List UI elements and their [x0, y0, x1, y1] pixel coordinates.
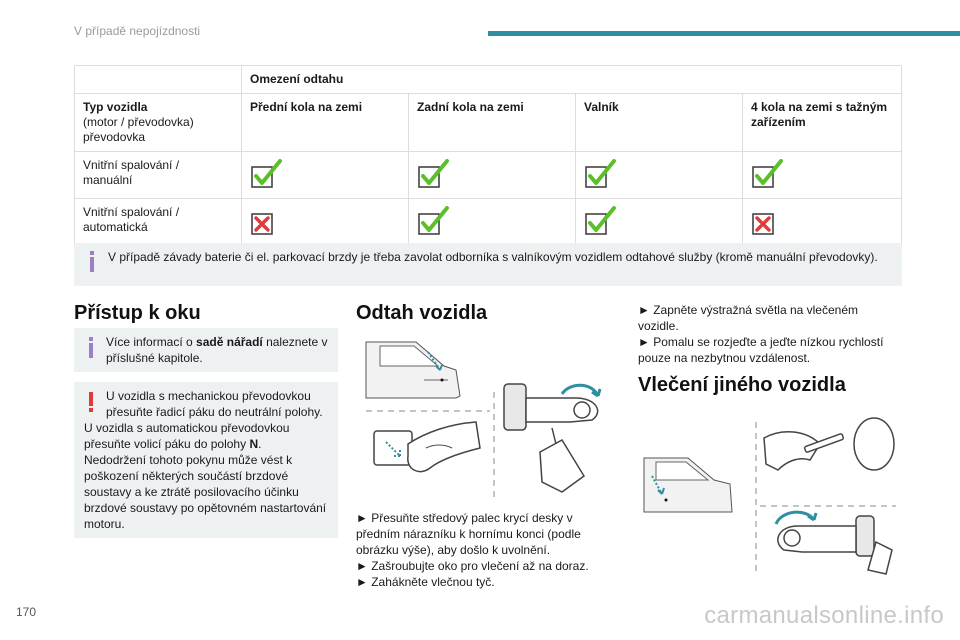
mark-cell: [576, 152, 743, 199]
row-label-line1: Vnitřní spalování /: [83, 205, 180, 219]
section-title-towing: Odtah vozidla: [356, 302, 488, 324]
towing-steps-middle: [356, 510, 611, 590]
table-row: [75, 152, 902, 199]
info-icon: [89, 343, 93, 358]
check-icon: [584, 206, 620, 238]
check-icon: [751, 159, 787, 191]
table-group-header: Omezení odtahu: [242, 66, 902, 94]
gear-warning-text: [84, 388, 334, 532]
info-icon: [90, 257, 94, 272]
warning-line-manual: U vozidla s mechanickou převodovkou přesuňte řadicí páku do neutrální polohy.: [106, 389, 323, 419]
site-watermark: carmanualsonline.info: [704, 602, 944, 629]
towing-limits-table: [74, 65, 902, 246]
page-number: 170: [16, 605, 37, 619]
column-header-front-wheels: Přední kola na zemi: [242, 94, 409, 152]
warning-line-consequence: Nedodržení tohoto pokynu může vést k poškození některých součástí brzdové soustavy a ke ztrátě posilovacího účinku brzdové soustavy po opětovném nastartování motoru.: [84, 453, 327, 531]
step-hazard-lights: ► Zapněte výstražná světla na vlečeném vozidle.: [638, 303, 858, 333]
tools-info-box: [74, 328, 338, 372]
step-release-cover: ► Přesuňte středový palec krycí desky v předním nárazníku k hornímu konci (podle obrázku výše), aby došlo k uvolnění.: [356, 511, 581, 557]
check-icon: [417, 206, 453, 238]
header-accent-bar: [488, 31, 960, 36]
cross-icon: [751, 206, 787, 238]
row-label-manual: [75, 152, 242, 199]
battery-info-text: V případě závady baterie či el. parkovací brzdy je třeba zavolat odborníka s valníkovým vozidlem odtahové služby (kromě manuální převodovky).: [108, 250, 878, 264]
section-title-towing-other: Vlečení jiného vozidla: [638, 374, 846, 396]
column-header-four-wheels: 4 kola na zemi s tažným zařízením: [743, 94, 902, 152]
table-row: [75, 199, 902, 246]
cross-icon: [250, 206, 286, 238]
row-label-line2: manuální: [83, 173, 133, 187]
mark-cell: [743, 199, 902, 246]
column-header-rear-wheels: Zadní kola na zemi: [409, 94, 576, 152]
row-header-line3: převodovka: [83, 130, 146, 144]
mark-cell: [743, 152, 902, 199]
check-icon: [584, 159, 620, 191]
towing-eye-illustration: [356, 336, 616, 504]
gear-warning-box: [74, 382, 338, 538]
row-header-title: Typ vozidla: [83, 100, 148, 114]
step-drive-slowly: ► Pomalu se rozjeďte a jeďte nízkou rychlostí pouze na nezbytnou vzdálenost.: [638, 335, 884, 365]
row-label-line2: automatická: [83, 220, 148, 234]
section-title-access: Přístup k oku: [74, 302, 201, 324]
battery-info-box: [74, 243, 902, 286]
mark-cell: [242, 152, 409, 199]
towing-steps-right: [638, 302, 900, 366]
row-label-automatic: [75, 199, 242, 246]
chapter-header: V případě nepojízdnosti: [74, 24, 201, 38]
tools-info-text: Více informací o sadě nářadí naleznete v příslušné kapitole.: [106, 335, 328, 365]
rear-towing-eye-illustration: [638, 414, 900, 580]
warning-line-automatic: U vozidla s automatickou převodovkou přesuňte volicí páku do polohy N.: [84, 421, 290, 451]
mark-cell: [409, 152, 576, 199]
row-label-line1: Vnitřní spalování /: [83, 158, 180, 172]
mark-cell: [242, 199, 409, 246]
step-hook-bar: ► Zahákněte vlečnou tyč.: [356, 575, 495, 589]
column-header-flatbed: Valník: [576, 94, 743, 152]
mark-cell: [576, 199, 743, 246]
check-icon: [250, 159, 286, 191]
row-header-line2: (motor / převodovka): [83, 115, 194, 129]
check-icon: [417, 159, 453, 191]
table-corner-cell: [75, 66, 242, 94]
step-screw-eye: ► Zašroubujte oko pro vlečení až na doraz.: [356, 559, 589, 573]
mark-cell: [409, 199, 576, 246]
table-row-header: [75, 94, 242, 152]
